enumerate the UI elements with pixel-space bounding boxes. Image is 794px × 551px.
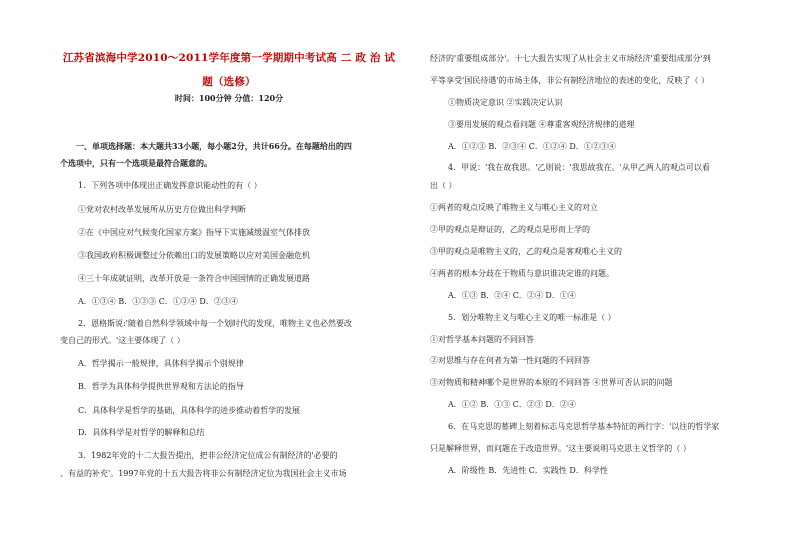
answer-choices: A．①③④ B．①②③ C．①②④ D．②③④	[78, 297, 238, 306]
section-instructions-line-2: 个选项中，只有一个选项是最符合题意的。	[60, 158, 212, 168]
question-line: 变自己的形式。'这主要体现了（ ）	[60, 336, 185, 345]
title-line-2: 题（选修）	[202, 76, 256, 88]
option-line: C．具体科学是哲学的基础，具体科学的进步推动着哲学的发展	[78, 406, 301, 415]
option-line: ③对物质和精神哪个是世界的本原的不同回答 ④世界可否认识的问题	[430, 378, 673, 387]
question-line: 经济的'重要组成部分'。十七大报告实现了从社会主义市场经济'重要组成部分'到	[430, 54, 711, 63]
section-instructions-line-1: 一、单项选择题：本大题共33小题，每小题2分，共计66分。在每题给出的四	[76, 141, 352, 151]
option-line: ①对哲学基本问题的不同回答	[430, 335, 534, 344]
question-line: 2．恩格斯说:'随着自然科学领域中每一个划时代的发现，唯物主义也必然要改	[78, 319, 352, 328]
option-line: ①物质决定意识 ②实践决定认识	[448, 98, 563, 107]
option-line: ④两者的根本分歧在于物质与意识谁决定谁的问题。	[430, 269, 614, 278]
option-line: ①两者的观点反映了唯物主义与唯心主义的对立	[430, 203, 598, 212]
option-line: ②对思维与存在何者为第一性问题的不同回答	[430, 356, 590, 365]
option-line: ③甲的观点是唯物主义的，乙的观点是客观唯心主义的	[430, 247, 622, 256]
option-line: ①党对农村改革发展所从历史方位做出科学判断	[78, 205, 246, 214]
option-line: ③我国政府积极调整过分依赖出口的发展策略以应对美国金融危机	[78, 251, 310, 260]
question-line: 平等享受'国民待遇'的市场主体，非公有制经济地位的表述的变化，反映了（ ）	[430, 76, 709, 85]
question-line: 4．甲说：'我在故我思。'乙则说：'我思故我在。'从甲乙两人的观点可以看	[448, 163, 710, 172]
question-line: 只是解释世界，而问题在于改造世界。'这主要说明马克思主义哲学的（ ）	[430, 444, 691, 453]
option-line: A．哲学揭示一般规律，具体科学揭示个别规律	[78, 359, 244, 368]
question-line: 出（ ）	[430, 181, 457, 190]
answer-choices: A．阶级性 B．先进性 C．实践性 D．科学性	[448, 466, 608, 475]
option-line: ②甲的观点是辩证的，乙的观点是形而上学的	[430, 225, 590, 234]
answer-choices: A．①② B．①③ C．②③ D．②④	[448, 400, 576, 409]
exam-meta: 时间：100分钟 分值：120分	[174, 93, 284, 103]
option-line: B．哲学为具体科学提供世界观和方法论的指导	[78, 382, 244, 391]
question-line: 6．在马克思的墓碑上刻着标志马克思哲学基本特征的两行字：'以往的哲学家	[448, 422, 720, 431]
option-line: ②在《中国应对气候变化国家方案》指导下实施减缓温室气体排放	[78, 228, 310, 237]
question-line: 3．1982年党的十二大报告提出，把非公经济定位成公有制经济的'必要的	[78, 451, 338, 460]
option-line: ③要用发展的观点看问题 ④尊重客观经济规律的道理	[448, 120, 635, 129]
title-line-1: 江苏省滨海中学2010～2011学年度第一学期期中考试高 二 政 治 试	[62, 52, 396, 64]
question-line: 5．划分唯物主义与唯心主义的唯一标准是（ ）	[448, 313, 616, 322]
option-line: D．具体科学是对哲学的解释和总结	[78, 428, 205, 437]
question-line: 、有益的补充'。1997年党的十五大报告将非公有制经济定位为我国社会主义市场	[60, 469, 347, 478]
answer-choices: A．①③ B．②④ C．②④ D．①④	[448, 291, 576, 300]
question-line: 1．下列各项中体现出正确发挥意识能动性的有（ ）	[78, 181, 262, 190]
document-title	[60, 46, 398, 94]
section-instructions	[60, 138, 398, 172]
answer-choices: A．①②③ B．②③④ C．①②④ D．①②③④	[448, 142, 616, 151]
option-line: ④三十年成就证明，改革开放是一条符合中国国情的正确发展道路	[78, 274, 310, 283]
